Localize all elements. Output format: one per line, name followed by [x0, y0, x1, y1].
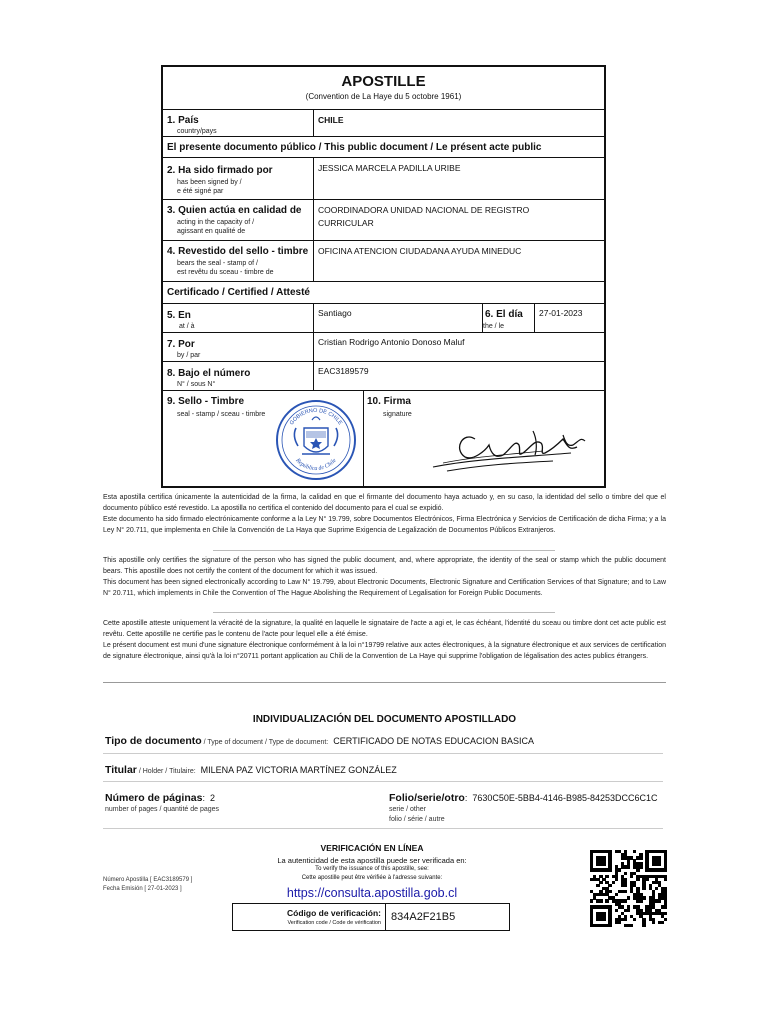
section-divider — [103, 682, 666, 683]
separator — [103, 781, 663, 782]
verificacion-line-3: Cette apostille peut être vérifiée à l'adresse suivante: — [301, 875, 443, 881]
tipo-line — [105, 735, 534, 747]
folio-line — [389, 792, 658, 804]
presente-text: El presente documento público / This public document / Le présent acte public — [167, 142, 542, 153]
row-firmado — [163, 158, 604, 200]
qr-module — [608, 868, 611, 871]
numero-apostilla: Número Apostilla [ EAC3189579 ] — [103, 877, 193, 883]
qr-module — [642, 924, 645, 927]
qr-module — [664, 912, 667, 915]
timbre-sub: seal - stamp / sceau - timbre — [177, 411, 266, 418]
sello-sub2: est revêtu du sceau - timbre de — [177, 269, 274, 276]
separator — [103, 753, 663, 754]
fecha-emision: Fecha Emisión [ 27-01-2023 ] — [103, 886, 182, 892]
firmado-value: JESSICA MARCELA PADILLA URIBE — [318, 163, 461, 173]
seal-text-top: GOBIERNO DE CHILE — [288, 407, 344, 427]
pais-value: CHILE — [318, 115, 344, 125]
folio-sub2: folio / série / autre — [389, 816, 445, 823]
folio-value: 7630C50E-5BB4-4146-B985-84253DCC6C1C — [472, 793, 658, 803]
firma-label: 10. Firma — [367, 396, 411, 407]
qr-module — [602, 862, 605, 865]
qr-module — [633, 850, 636, 853]
qr-module — [636, 868, 639, 871]
seal-text-bottom: República de Chile — [294, 457, 338, 473]
calidad-value-1: COORDINADORA UNIDAD NACIONAL DE REGISTRO — [318, 205, 530, 215]
folio-label: Folio/serie/otro — [389, 792, 465, 804]
numero-value: EAC3189579 — [318, 366, 369, 376]
qr-module — [642, 896, 645, 899]
individual-heading: INDIVIDUALIZACIÓN DEL DOCUMENTO APOSTILLADO — [252, 714, 517, 725]
tipo-sub: / Type of document / Type de document: — [201, 739, 329, 746]
para-en-1: This apostille only certifies the signature of the person who has signed the public document, and, where appropriate, the identity of the seal or stamp which the public document bears. This apostille does not certify the content of the document for which it was issued. — [103, 557, 666, 575]
qr-module — [599, 899, 602, 902]
folio-colon: : — [464, 793, 468, 803]
paginas-value: 2 — [209, 793, 215, 803]
separator — [103, 828, 663, 829]
paginas-line — [105, 792, 215, 804]
dia-value: 27-01-2023 — [539, 308, 583, 318]
numero-sub: N° / sous N° — [177, 381, 216, 388]
en-value: Santiago — [318, 308, 352, 318]
pais-sub: country/pays — [177, 128, 217, 135]
row-presente — [163, 137, 604, 158]
en-sub: at / à — [179, 323, 195, 330]
paginas-colon: : — [202, 793, 205, 803]
qr-module — [652, 921, 655, 924]
paginas-label: Número de páginas — [105, 792, 203, 804]
qr-module — [661, 921, 664, 924]
firmado-sub1: has been signed by / — [177, 179, 242, 186]
qr-module — [618, 868, 621, 871]
signature-image — [403, 409, 603, 479]
qr-module — [630, 924, 633, 927]
timbre-label: 9. Sello - Timbre — [167, 396, 245, 407]
qr-module — [664, 918, 667, 921]
qr-module — [608, 924, 611, 927]
divider — [385, 904, 386, 930]
calidad-value-2: CURRICULAR — [318, 218, 374, 228]
qr-code — [590, 850, 667, 927]
qr-module — [590, 899, 593, 902]
qr-module — [639, 865, 642, 868]
qr-module — [639, 856, 642, 859]
qr-module — [615, 893, 618, 896]
firmado-sub2: e été signé par — [177, 188, 224, 195]
row-numero — [163, 362, 604, 391]
qr-module — [608, 884, 611, 887]
qr-module — [624, 884, 627, 887]
qr-module — [655, 887, 658, 890]
para-fr-1: Cette apostille atteste uniquement la véracité de la signature, la qualité en laquelle le signataire de l'acte a agi et, le cas échéant, l'identité du sceau ou timbre dont cet acte public est revêtu. Cette apostille ne certifie pas le contenu de l'acte pour lequel elle a été émise. — [103, 620, 666, 638]
qr-module — [612, 881, 615, 884]
qr-module — [618, 921, 621, 924]
qr-module — [645, 878, 648, 881]
qr-module — [624, 918, 627, 921]
divider — [313, 158, 314, 199]
dia-label: 6. El día — [485, 309, 523, 320]
title-row — [163, 67, 604, 110]
por-sub: by / par — [177, 352, 201, 359]
row-por — [163, 333, 604, 362]
calidad-sub1: acting in the capacity of / — [177, 219, 255, 226]
qr-module — [636, 878, 639, 881]
por-label: 7. Por — [167, 339, 195, 350]
tipo-label: Tipo de documento — [105, 735, 202, 747]
row-en-dia — [163, 304, 604, 333]
divider — [313, 304, 314, 332]
sello-label: 4. Revestido del sello - timbre — [167, 246, 309, 257]
qr-module — [605, 875, 608, 878]
por-value: Cristian Rodrigo Antonio Donoso Maluf — [318, 337, 465, 347]
apostille-subtitle: (Convention de La Haye du 5 octobre 1961) — [305, 92, 462, 101]
verificacion-heading: VERIFICACIÓN EN LÍNEA — [320, 843, 424, 853]
qr-module — [605, 899, 608, 902]
qr-module — [633, 918, 636, 921]
divider — [363, 391, 364, 486]
divider — [534, 304, 535, 332]
en-label: 5. En — [167, 310, 191, 321]
divider — [313, 110, 314, 136]
qr-module — [608, 890, 611, 893]
titular-line — [105, 764, 397, 776]
codigo-box — [232, 903, 510, 931]
verificacion-line-2: To verify the issuance of this apostille, see: — [315, 866, 429, 872]
row-certificado — [163, 282, 604, 304]
firmado-label: 2. Ha sido firmado por — [167, 165, 273, 176]
sello-value: OFICINA ATENCION CIUDADANA AYUDA MINEDUC — [318, 246, 522, 256]
qr-module — [664, 878, 667, 881]
qr-module — [602, 918, 605, 921]
verificacion-url-link[interactable]: https://consulta.apostilla.gob.cl — [286, 886, 458, 900]
folio-sub1: serie / other — [389, 806, 426, 813]
qr-module — [599, 881, 602, 884]
separator — [213, 612, 555, 613]
qr-module — [664, 868, 667, 871]
para-en-2: This document has been signed electronically according to Law N° 19.799, about Electronic Documents, Electronic Signature and Certification Services of that Signature; and to Law N° 20.711, which implements in Chile the Convention of The Hague Abolishing the Requirement of Legalisation for Foreign Public Documents. — [103, 579, 666, 597]
divider — [313, 241, 314, 281]
qr-module — [615, 909, 618, 912]
qr-module — [596, 884, 599, 887]
verificacion-line-1: La autenticidad de esta apostilla puede ser verificada en: — [277, 856, 467, 865]
apostille-title: APOSTILLE — [341, 73, 426, 90]
codigo-sub: Verification code / Code de vérification — [287, 920, 381, 926]
para-es-1: Esta apostilla certifica únicamente la autenticidad de la firma, la calidad en que el firmante del documento haya actuado y, en su caso, la identidad del sello o timbre del que el documento público esté revestido. La apostilla no certifica el contenido del documento para el cual se expidió. — [103, 494, 666, 512]
qr-module — [664, 905, 667, 908]
tipo-value: CERTIFICADO DE NOTAS EDUCACION BASICA — [333, 736, 534, 746]
qr-module — [624, 899, 627, 902]
row-pais — [163, 110, 604, 137]
qr-module — [639, 899, 642, 902]
divider — [313, 200, 314, 240]
titular-value: MILENA PAZ VICTORIA MARTÍNEZ GONZÁLEZ — [200, 765, 397, 775]
qr-module — [615, 878, 618, 881]
calidad-label: 3. Quien actúa en calidad de — [167, 205, 302, 216]
para-fr-2: Le présent document est muni d'une signature électronique conformément à la loi n°19799 relative aux actes électroniques, à la signature électronique et aux services de certification de signature électronique, ainsi qu'à la loi n°20711 portant application au Chili de la Convention de La Haye qui supprime l'obligation de légalisation des actes publics étrangers. — [103, 642, 666, 660]
divider — [313, 333, 314, 361]
apostille-box — [161, 65, 606, 488]
sello-sub1: bears the seal - stamp of / — [177, 260, 258, 267]
dia-sub: the / le — [483, 323, 505, 330]
qr-module — [627, 896, 630, 899]
titular-label: Titular — [105, 764, 137, 776]
certificado-text: Certificado / Certified / Attesté — [167, 287, 310, 298]
official-seal — [274, 398, 358, 482]
codigo-value: 834A2F21B5 — [391, 911, 456, 923]
separator — [213, 550, 555, 551]
qr-module — [624, 890, 627, 893]
qr-module — [642, 887, 645, 890]
qr-module — [630, 875, 633, 878]
codigo-label: Código de verificación: — [287, 908, 381, 918]
row-timbre-firma — [163, 391, 604, 486]
firma-sub: signature — [383, 411, 412, 418]
qr-module — [658, 862, 661, 865]
titular-sub: / Holder / Titulaire: — [136, 768, 196, 775]
qr-module — [627, 909, 630, 912]
calidad-sub2: agissant en qualité de — [177, 228, 246, 235]
para-es-2: Este documento ha sido firmado electrónicamente conforme a la Ley N° 19.799, sobre Documentos Electrónicos, Firma Electrónica y Servicios de Certificación de dicha Firma; y a la Ley N° 20.711, que implementa en Chile la Convención de La Haya que Suprime Exigencia de Legalización de Documentos Públicos Extranjeros. — [103, 516, 666, 534]
qr-module — [627, 865, 630, 868]
paginas-sub: number of pages / quantité de pages — [105, 806, 220, 813]
qr-module — [624, 872, 627, 875]
qr-module — [658, 899, 661, 902]
divider — [313, 362, 314, 390]
row-calidad — [163, 200, 604, 241]
numero-label: 8. Bajo el número — [167, 368, 251, 379]
row-sello — [163, 241, 604, 282]
pais-label: 1. País — [167, 115, 199, 126]
